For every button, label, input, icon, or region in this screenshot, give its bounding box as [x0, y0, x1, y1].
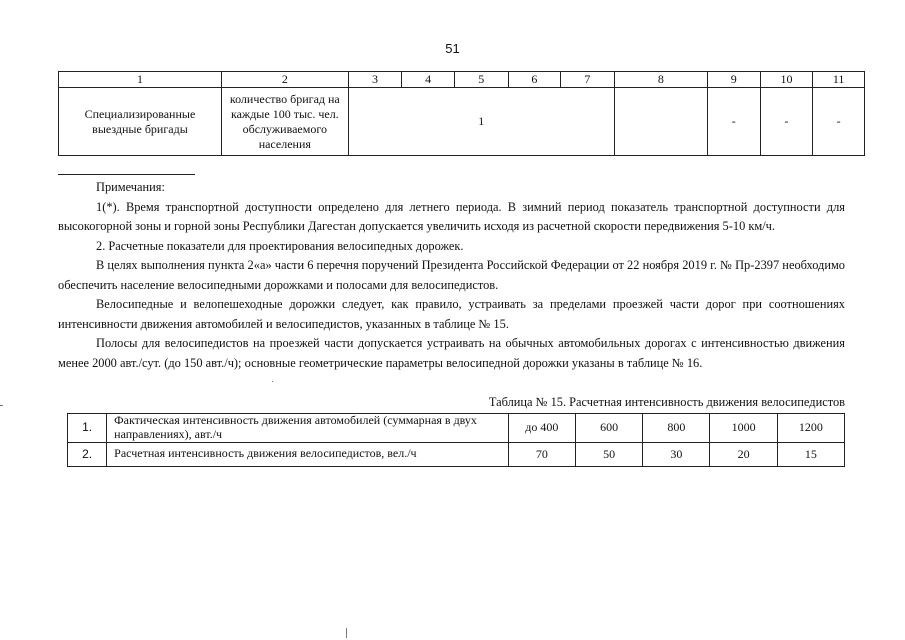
note-paragraph: В целях выполнения пункта 2«а» части 6 перечня поручений Президента Российской Федерации от 22 ноября 2019 г. № Пр-2397 необходимо обеспечить население велосипедными дорожками и полосами для велосипедистов. — [58, 258, 845, 292]
value-cell: 1200 — [777, 414, 844, 443]
table-row — [68, 414, 845, 443]
notes-heading: Примечания: — [96, 180, 165, 194]
notes-section — [58, 178, 845, 373]
value-cell: 600 — [575, 414, 642, 443]
column-header: 8 — [614, 72, 707, 88]
value-cell: - — [813, 88, 865, 156]
column-header: 10 — [760, 72, 813, 88]
column-header: 7 — [561, 72, 615, 88]
scan-speck — [346, 628, 347, 638]
scan-speck — [272, 381, 273, 382]
note-paragraph: 2. Расчетные показатели для проектирования велосипедных дорожек. — [96, 238, 464, 253]
value-cell: 800 — [643, 414, 710, 443]
column-header: 11 — [813, 72, 865, 88]
column-header: 5 — [454, 72, 508, 88]
value-cell: 50 — [575, 442, 642, 466]
table-caption: Таблица № 15. Расчетная интенсивность движения велосипедистов — [488, 395, 845, 409]
footnote-divider — [58, 174, 195, 175]
value-cell: 1000 — [710, 414, 777, 443]
row-description: Расчетная интенсивность движения велосипедистов, вел./ч — [107, 442, 509, 466]
column-header: 4 — [402, 72, 455, 88]
indicators-table — [58, 71, 865, 156]
value-cell: до 400 — [508, 414, 575, 443]
indicator-unit-cell: количество бригад на каждые 100 тыс. чел. обслуживаемого населения — [221, 88, 348, 156]
table-row — [59, 88, 865, 156]
page-number: 51 — [445, 41, 460, 56]
value-cell: - — [708, 88, 761, 156]
row-description: Фактическая интенсивность движения автомобилей (суммарная в двух направлениях), авт./ч — [107, 414, 509, 443]
indicator-name-cell: Специализированные выездные бригады — [59, 88, 222, 156]
value-cell: 70 — [508, 442, 575, 466]
scan-speck — [0, 405, 3, 406]
value-cell — [614, 88, 707, 156]
value-cell: 15 — [777, 442, 844, 466]
table-header-row — [59, 72, 865, 88]
column-header: 6 — [508, 72, 561, 88]
value-cell: 30 — [643, 442, 710, 466]
cyclist-intensity-table — [67, 413, 845, 467]
note-paragraph: Полосы для велосипедистов на проезжей части допускается устраивать на обычных автомобильных дорогах с интенсивностью движения менее 2000 авт./сут. (до 150 авт./ч); основные геометрические параметры велосипедной дорожки указаны в таблице № 16. — [58, 336, 845, 370]
value-cell: - — [760, 88, 813, 156]
column-header: 1 — [59, 72, 222, 88]
value-cell: 20 — [710, 442, 777, 466]
note-paragraph: Велосипедные и велопешеходные дорожки следует, как правило, устраивать за пределами проезжей части дорог при соотношениях интенсивности движения автомобилей и велосипедистов, указанных в таблице № 15. — [58, 297, 845, 331]
column-header: 3 — [348, 72, 402, 88]
row-number: 2. — [68, 442, 107, 466]
row-number: 1. — [68, 414, 107, 443]
table-row — [68, 442, 845, 466]
column-header: 9 — [708, 72, 761, 88]
column-header: 2 — [221, 72, 348, 88]
note-paragraph: 1(*). Время транспортной доступности определено для летнего периода. В зимний период показатель транспортной доступности для высокогорной зоны и горной зоны Республики Дагестан допускается увеличить исходя из расчетной скорости передвижения 5-10 км/ч. — [58, 199, 845, 233]
merged-value-cell: 1 — [348, 88, 614, 156]
